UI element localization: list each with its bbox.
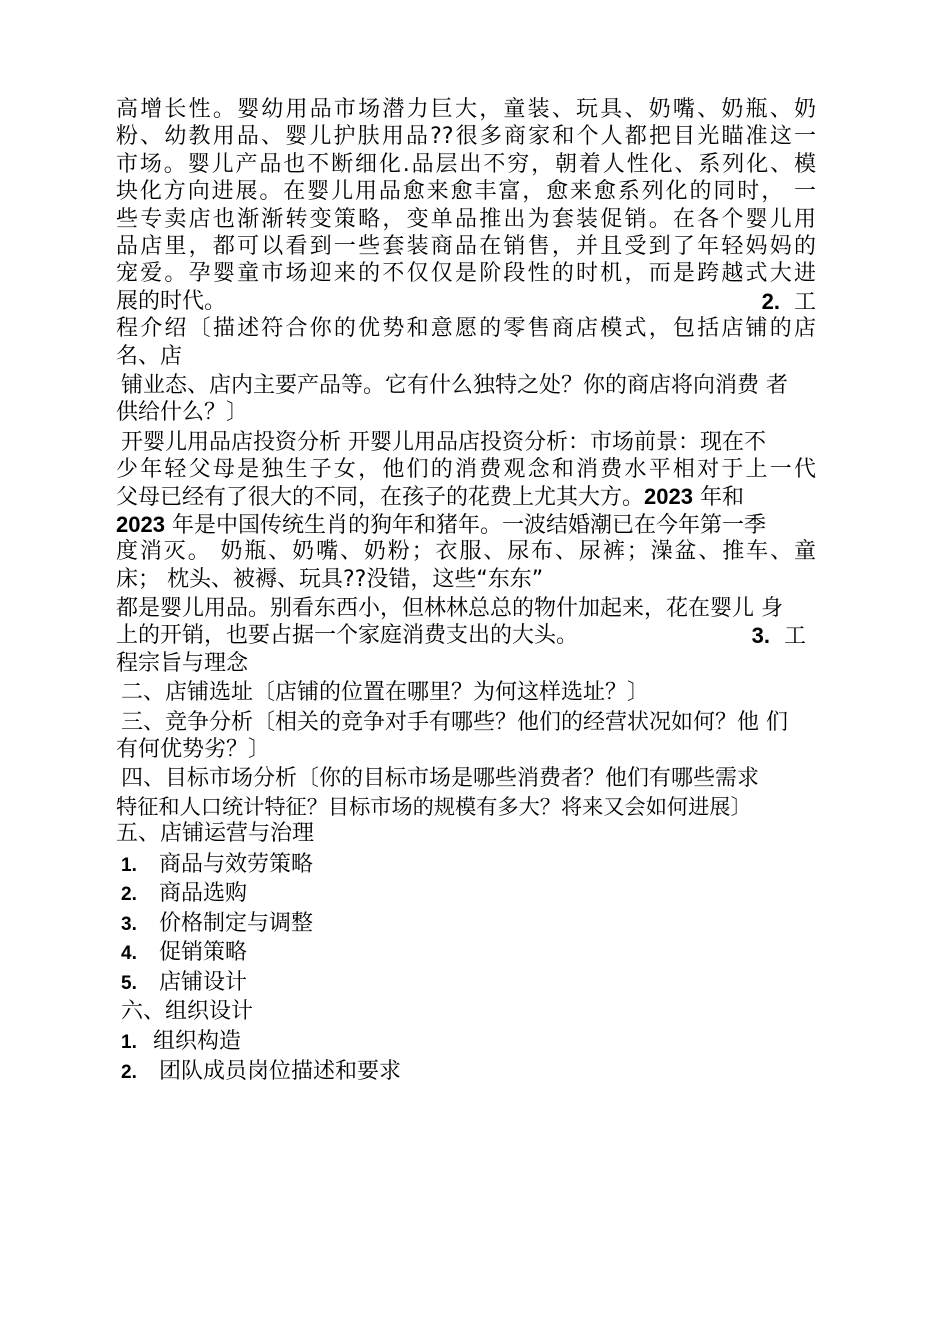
section-heading: 四、目标市场分析〔你的目标市场是哪些消费者？他们有哪些需求: [121, 766, 760, 792]
line-text: 年和: [699, 485, 744, 511]
list-number: 2.: [121, 1061, 137, 1083]
paragraph-line: 开婴儿用品店投资分析 开婴儿用品店投资分析：市场前景：现在不: [121, 429, 766, 455]
list-item: [116, 1027, 816, 1057]
store-operations-list: [116, 850, 816, 998]
paragraph-line: 品店里，都可以看到一些套装商品在销售，并且受到了年轻妈妈的: [116, 233, 816, 259]
paragraph-line: 高增长性。婴幼用品市场潜力巨大，童装、玩具、奶嘴、奶瓶、奶: [116, 97, 816, 122]
list-text: 促销策略: [159, 940, 248, 966]
section-word: 工: [793, 289, 816, 315]
line-text: 父母已经有了很大的不同，在孩子的花费上尤其大方。: [116, 485, 645, 511]
list-number: 3.: [121, 913, 137, 935]
paragraph-line: 宠爱。孕婴童市场迎来的不仅仅是阶段性的时机，而是跨越式大进: [116, 261, 816, 287]
paragraph-line: 供给什么？〕: [116, 400, 249, 426]
paragraph-line: 程介绍〔描述符合你的优势和意愿的零售商店模式，包括店铺的店: [116, 316, 816, 342]
paragraph-line: 床； 枕头、被褥、玩具??没错，这些“东东”: [116, 566, 544, 592]
list-number: 4.: [121, 943, 137, 965]
paragraph-line: [116, 511, 816, 538]
section-word: 工: [783, 624, 806, 650]
paragraph-line: 程宗旨与理念: [116, 650, 249, 676]
section-heading: 三、竞争分析〔相关的竞争对手有哪些？他们的经营状况如何？他 们: [121, 709, 788, 735]
list-item: [116, 938, 816, 968]
paragraph-line: [116, 622, 816, 649]
paragraph-line: [116, 288, 816, 315]
section-number: 2.: [761, 288, 780, 314]
paragraph-line: 度消灭。 奶瓶、奶嘴、奶粉；衣服、尿布、尿裤；澡盆、推车、童: [116, 539, 816, 565]
list-number: 2.: [121, 884, 137, 906]
line-text: 上的开销，也要占据一个家庭消费支出的大头。: [116, 623, 579, 649]
section-heading: 二、店铺选址〔店铺的位置在哪里？为何这样选址？〕: [121, 680, 650, 706]
paragraph-line: 些专卖店也渐渐转变策略，变单品推出为套装促销。在各个婴儿用: [116, 206, 816, 232]
list-item: [116, 968, 816, 998]
paragraph-line: [116, 483, 816, 510]
paragraph-line: 铺业态、店内主要产品等。它有什么独特之处？你的商店将向消费 者: [121, 372, 788, 398]
paragraph-line: 块化方向进展。在婴儿用品愈来愈丰富，愈来愈系列化的同时， 一: [116, 179, 816, 205]
list-item: [116, 1057, 816, 1087]
section-heading-3: [752, 622, 816, 649]
list-text: 价格制定与调整: [159, 910, 314, 936]
paragraph-line: 有何优势劣？〕: [116, 736, 271, 762]
organization-list: [116, 1027, 816, 1086]
paragraph-line: 都是婴儿用品。别看东西小，但林林总总的物什加起来，花在婴儿 身: [116, 596, 783, 622]
year-number: 2023: [116, 511, 165, 537]
list-number: 5.: [121, 972, 137, 994]
list-text: 组织构造: [153, 1029, 242, 1055]
list-text: 店铺设计: [159, 969, 248, 995]
list-item: [116, 850, 816, 880]
year-number: 2023: [644, 484, 693, 510]
section-heading-2: [762, 288, 816, 315]
section-number: 3.: [751, 623, 770, 649]
section-heading: 六、组织设计: [121, 999, 254, 1025]
list-text: 商品与效劳策略: [159, 851, 314, 877]
list-text: 商品选购: [159, 881, 248, 907]
line-text: 年是中国传统生肖的狗年和猪年。一波结婚潮已在今年第一季: [171, 512, 766, 538]
list-number: 1.: [121, 1032, 137, 1054]
document-page: [116, 96, 816, 1086]
list-number: 1.: [121, 854, 137, 876]
paragraph-line: 少年轻父母是独生子女，他们的消费观念和消费水平相对于上一代: [116, 457, 816, 483]
list-item: [116, 879, 816, 909]
paragraph-line: 市场。婴儿产品也不断细化.品层出不穷，朝着人性化、系列化、模: [116, 151, 816, 177]
list-text: 团队成员岗位描述和要求: [159, 1058, 402, 1084]
list-item: [116, 909, 816, 939]
section-heading: 五、店铺运营与治理: [116, 821, 315, 847]
paragraph-line: 特征和人口统计特征？目标市场的规模有多大？将来又会如何进展〕: [116, 793, 752, 819]
paragraph-line: 粉、幼教用品、婴儿护肤用品??很多商家和个人都把目光瞄准这一: [116, 124, 816, 150]
paragraph-line: 名、店: [116, 343, 183, 369]
line-text: 展的时代。: [116, 288, 227, 314]
